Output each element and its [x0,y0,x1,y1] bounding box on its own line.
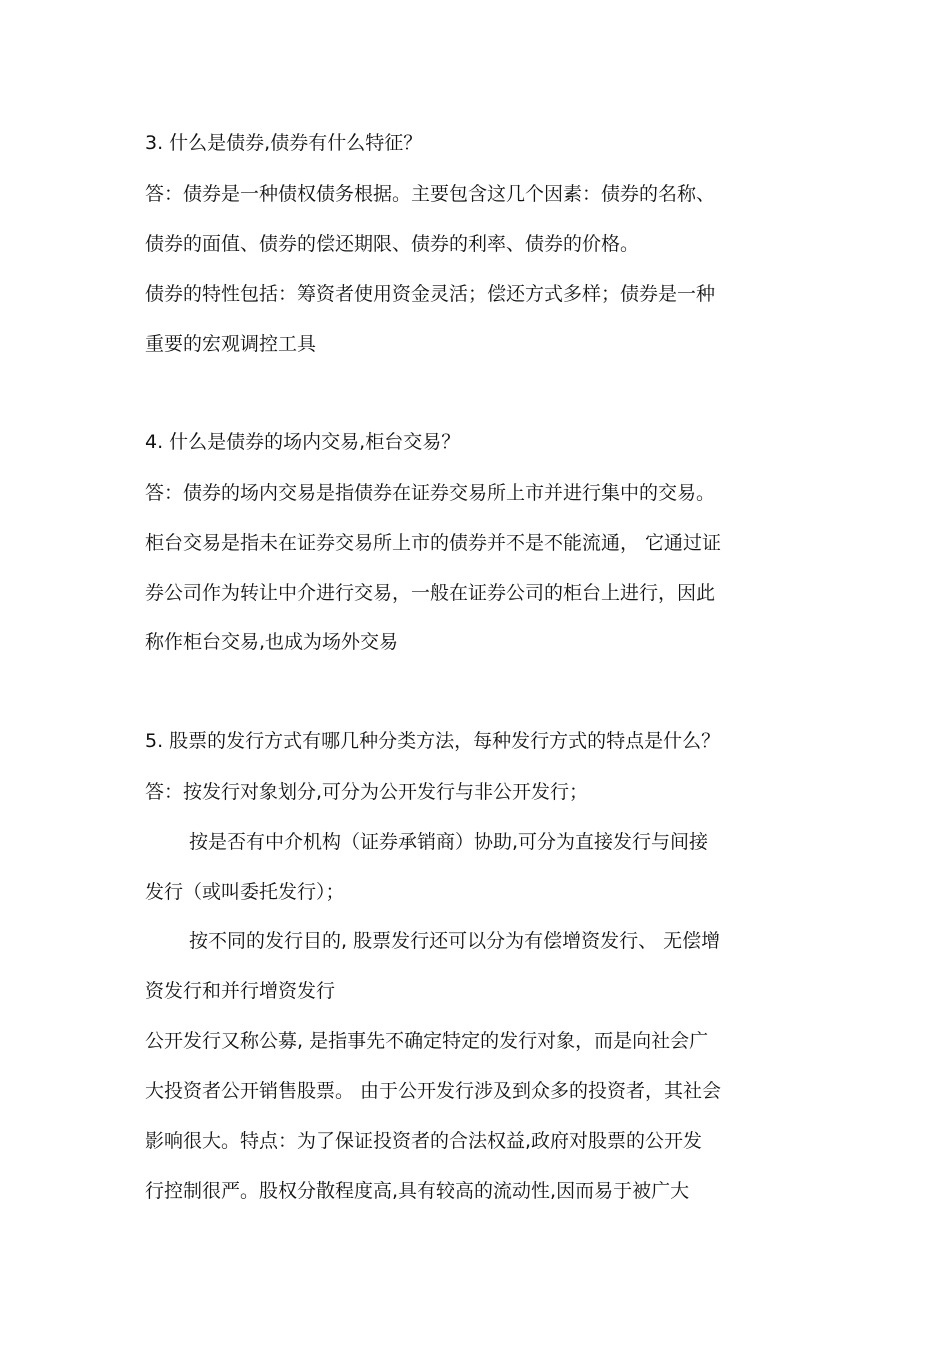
answer-5-line-1: 答：按发行对象划分,可分为公开发行与非公开发行； [145,781,589,803]
answer-4-line-3: 券公司作为转让中介进行交易，一般在证券公司的柜台上进行，因此 [145,582,716,604]
answer-3-line-2: 债券的面值、债券的偿还期限、债券的利率、债券的价格。 [145,233,640,255]
answer-4-line-2: 柜台交易是指未在证券交易所上市的债券并不是不能流通， 它通过证 [145,532,722,554]
answer-4-line-1: 答：债券的场内交易是指债券在证券交易所上市并进行集中的交易。 [145,482,716,504]
answer-3-line-3: 债券的特性包括：筹资者使用资金灵活；偿还方式多样；债券是一种 [145,283,716,305]
answer-5-line-8: 影响很大。特点：为了保证投资者的合法权益,政府对股票的公开发 [145,1130,703,1152]
question-3-heading: 3. 什么是债券,债券有什么特征？ [145,132,423,154]
question-4-heading: 4. 什么是债券的场内交易,柜台交易？ [145,431,461,453]
answer-5-line-3: 发行（或叫委托发行）； [145,881,345,903]
answer-5-line-9: 行控制很严。股权分散程度高,具有较高的流动性,因而易于被广大 [145,1180,690,1202]
answer-5-line-2: 按是否有中介机构（证券承销商）协助,可分为直接发行与间接 [189,831,709,853]
answer-4-line-4: 称作柜台交易,也成为场外交易 [145,631,399,653]
answer-5-line-4: 按不同的发行目的, 股票发行还可以分为有偿增资发行、 无偿增 [189,930,721,952]
answer-3-line-1: 答：债券是一种债权债务根据。主要包含这几个因素：债券的名称、 [145,183,716,205]
answer-5-line-5: 资发行和并行增资发行 [145,980,336,1002]
answer-5-line-7: 大投资者公开销售股票。 由于公开发行涉及到众多的投资者，其社会 [145,1080,722,1102]
question-5-heading: 5. 股票的发行方式有哪几种分类方法，每种发行方式的特点是什么？ [145,730,721,752]
answer-5-line-6: 公开发行又称公募, 是指事先不确定特定的发行对象，而是向社会广 [145,1030,709,1052]
answer-3-line-4: 重要的宏观调控工具 [145,333,317,355]
